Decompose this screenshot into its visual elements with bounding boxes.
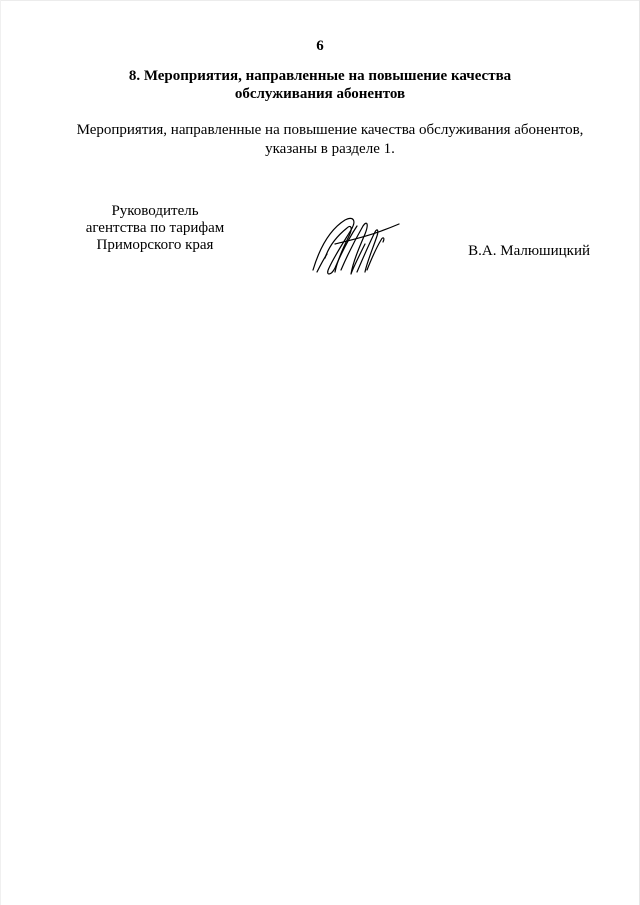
- signer-title-line: Руководитель: [111, 203, 199, 219]
- section-heading-line: обслуживания абонентов: [234, 86, 406, 102]
- body-paragraph: [60, 121, 600, 159]
- scan-edge-top: [0, 0, 640, 1]
- scan-edge-left: [0, 0, 1, 905]
- signer-title: [60, 203, 250, 254]
- handwritten-signature: [305, 210, 405, 280]
- body-line: указаны в разделе 1.: [265, 141, 395, 157]
- body-line: Мероприятия, направленные на повышение качества обслуживания абонентов,: [76, 122, 584, 138]
- page-number: 6: [316, 38, 324, 54]
- section-heading-line: 8. Мероприятия, направленные на повышение качества: [128, 68, 512, 84]
- signer-name: В.А. Малюшицкий: [468, 243, 590, 259]
- signer-title-line: Приморского края: [96, 237, 214, 253]
- section-heading: [120, 67, 520, 103]
- signer-title-line: агентства по тарифам: [85, 220, 225, 236]
